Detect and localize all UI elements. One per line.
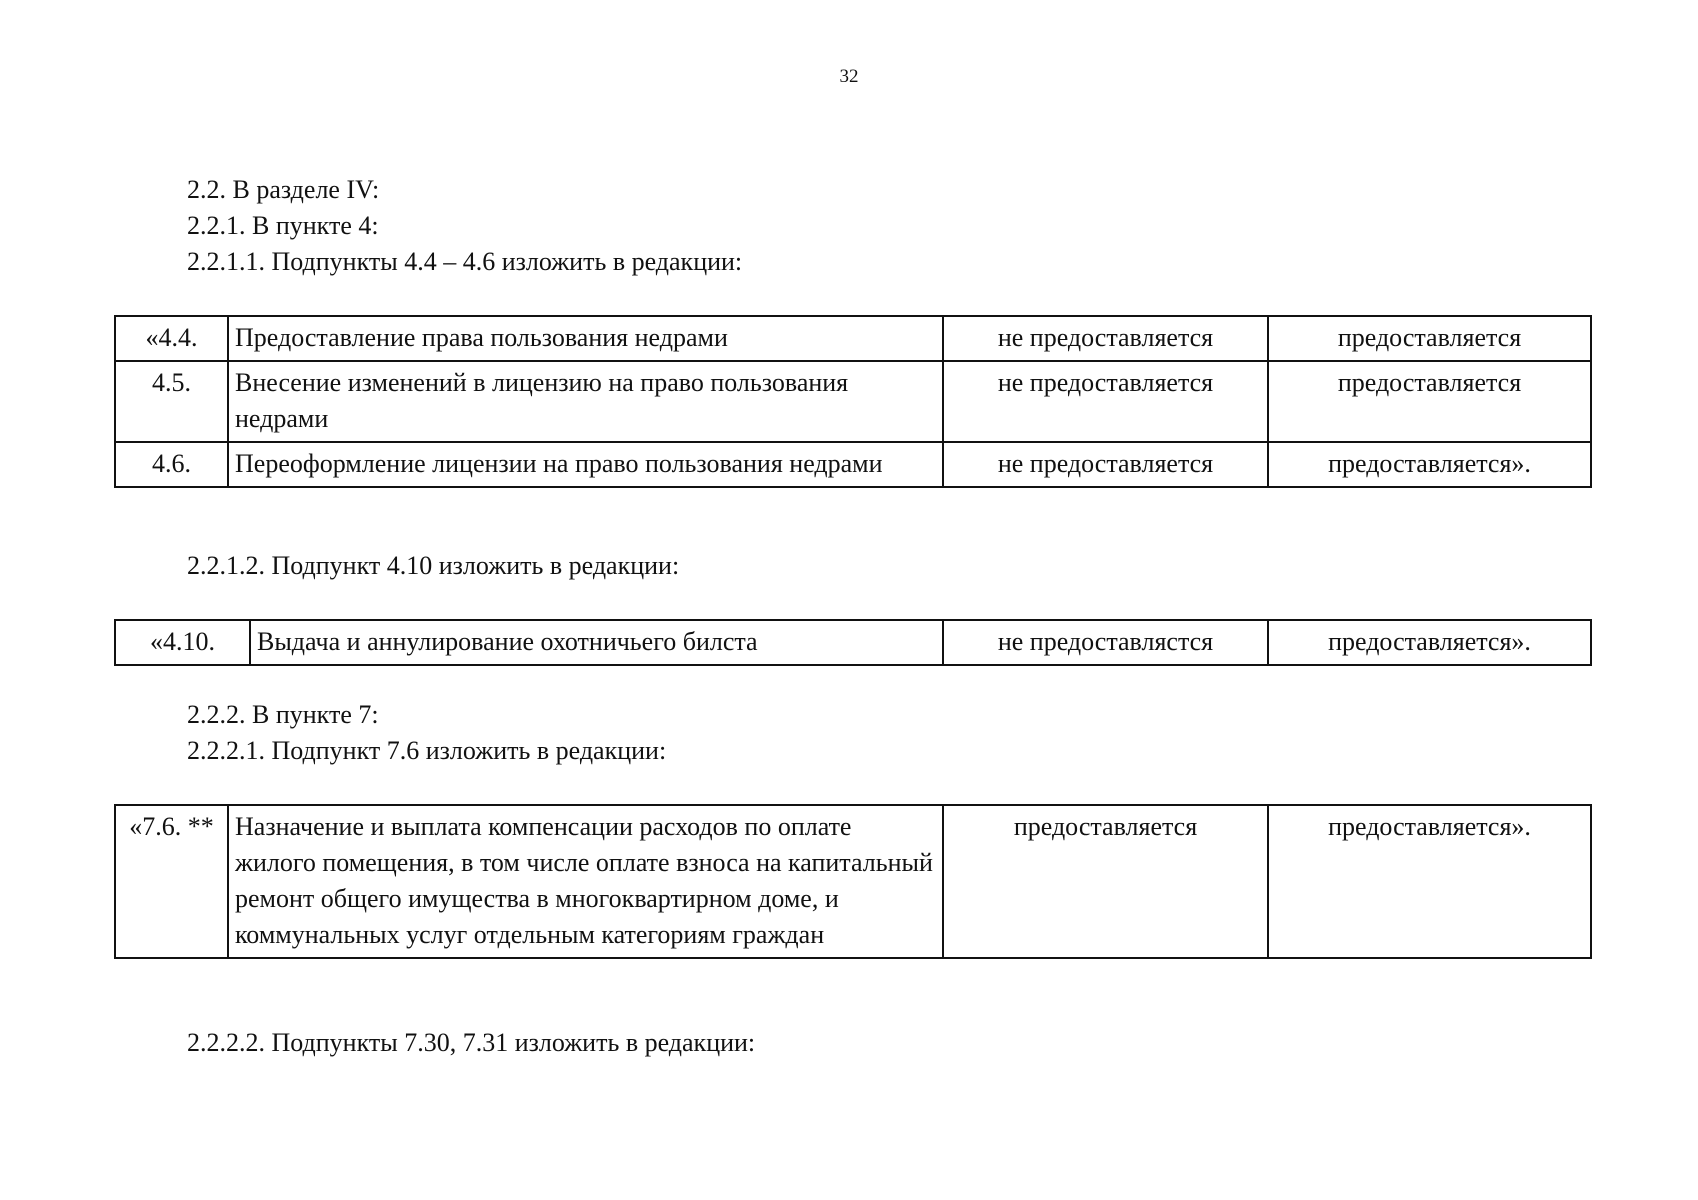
paragraph-2-2-2: 2.2.2. В пункте 7: [187,700,379,729]
service-description: Внесение изменений в лицензию на право пользования недрами [228,361,943,442]
service-status: не предоставляется [943,316,1268,361]
table-row [115,316,1591,361]
paragraph-2-2-1-2: 2.2.1.2. Подпункт 4.10 изложить в редакции: [187,551,680,580]
table-row [115,442,1591,487]
item-number: 4.6. [115,442,228,487]
item-number: 4.5. [115,361,228,442]
service-status: предоставляется [1268,361,1591,442]
service-description: Назначение и выплата компенсации расходов по оплате жилого помещения, в том числе оплате взноса на капитальный ремонт общего имущества в многоквартирном доме, и коммунальных услуг отдельным категориям граждан [228,805,943,958]
table-row [115,620,1591,665]
paragraph-2-2-1: 2.2.1. В пункте 4: [187,211,379,240]
service-description: Переоформление лицензии на право пользования недрами [228,442,943,487]
amendment-table-4-4-to-4-6 [114,315,1592,488]
amendment-table-4-10 [114,619,1592,666]
table-row [115,805,1591,958]
service-status: предоставляется». [1268,442,1591,487]
service-status: не предоставлястся [943,620,1268,665]
paragraph-2-2: 2.2. В разделе IV: [187,175,380,204]
service-status: предоставляется [943,805,1268,958]
item-number: «4.10. [115,620,250,665]
service-status: не предоставляется [943,442,1268,487]
page-number: 32 [839,66,859,87]
service-status: предоставляется». [1268,805,1591,958]
paragraph-2-2-2-1: 2.2.2.1. Подпункт 7.6 изложить в редакции: [187,736,667,765]
item-number: «4.4. [115,316,228,361]
item-number: «7.6. ** [115,805,228,958]
service-status: предоставляется». [1268,620,1591,665]
service-status: предоставляется [1268,316,1591,361]
paragraph-2-2-1-1: 2.2.1.1. Подпункты 4.4 – 4.6 изложить в редакции: [187,247,743,276]
service-status: не предоставляется [943,361,1268,442]
paragraph-2-2-2-2: 2.2.2.2. Подпункты 7.30, 7.31 изложить в редакции: [187,1028,756,1057]
service-description: Выдача и аннулирование охотничьего билста [250,620,943,665]
table-row [115,361,1591,442]
service-description: Предоставление права пользования недрами [228,316,943,361]
amendment-table-7-6 [114,804,1592,959]
